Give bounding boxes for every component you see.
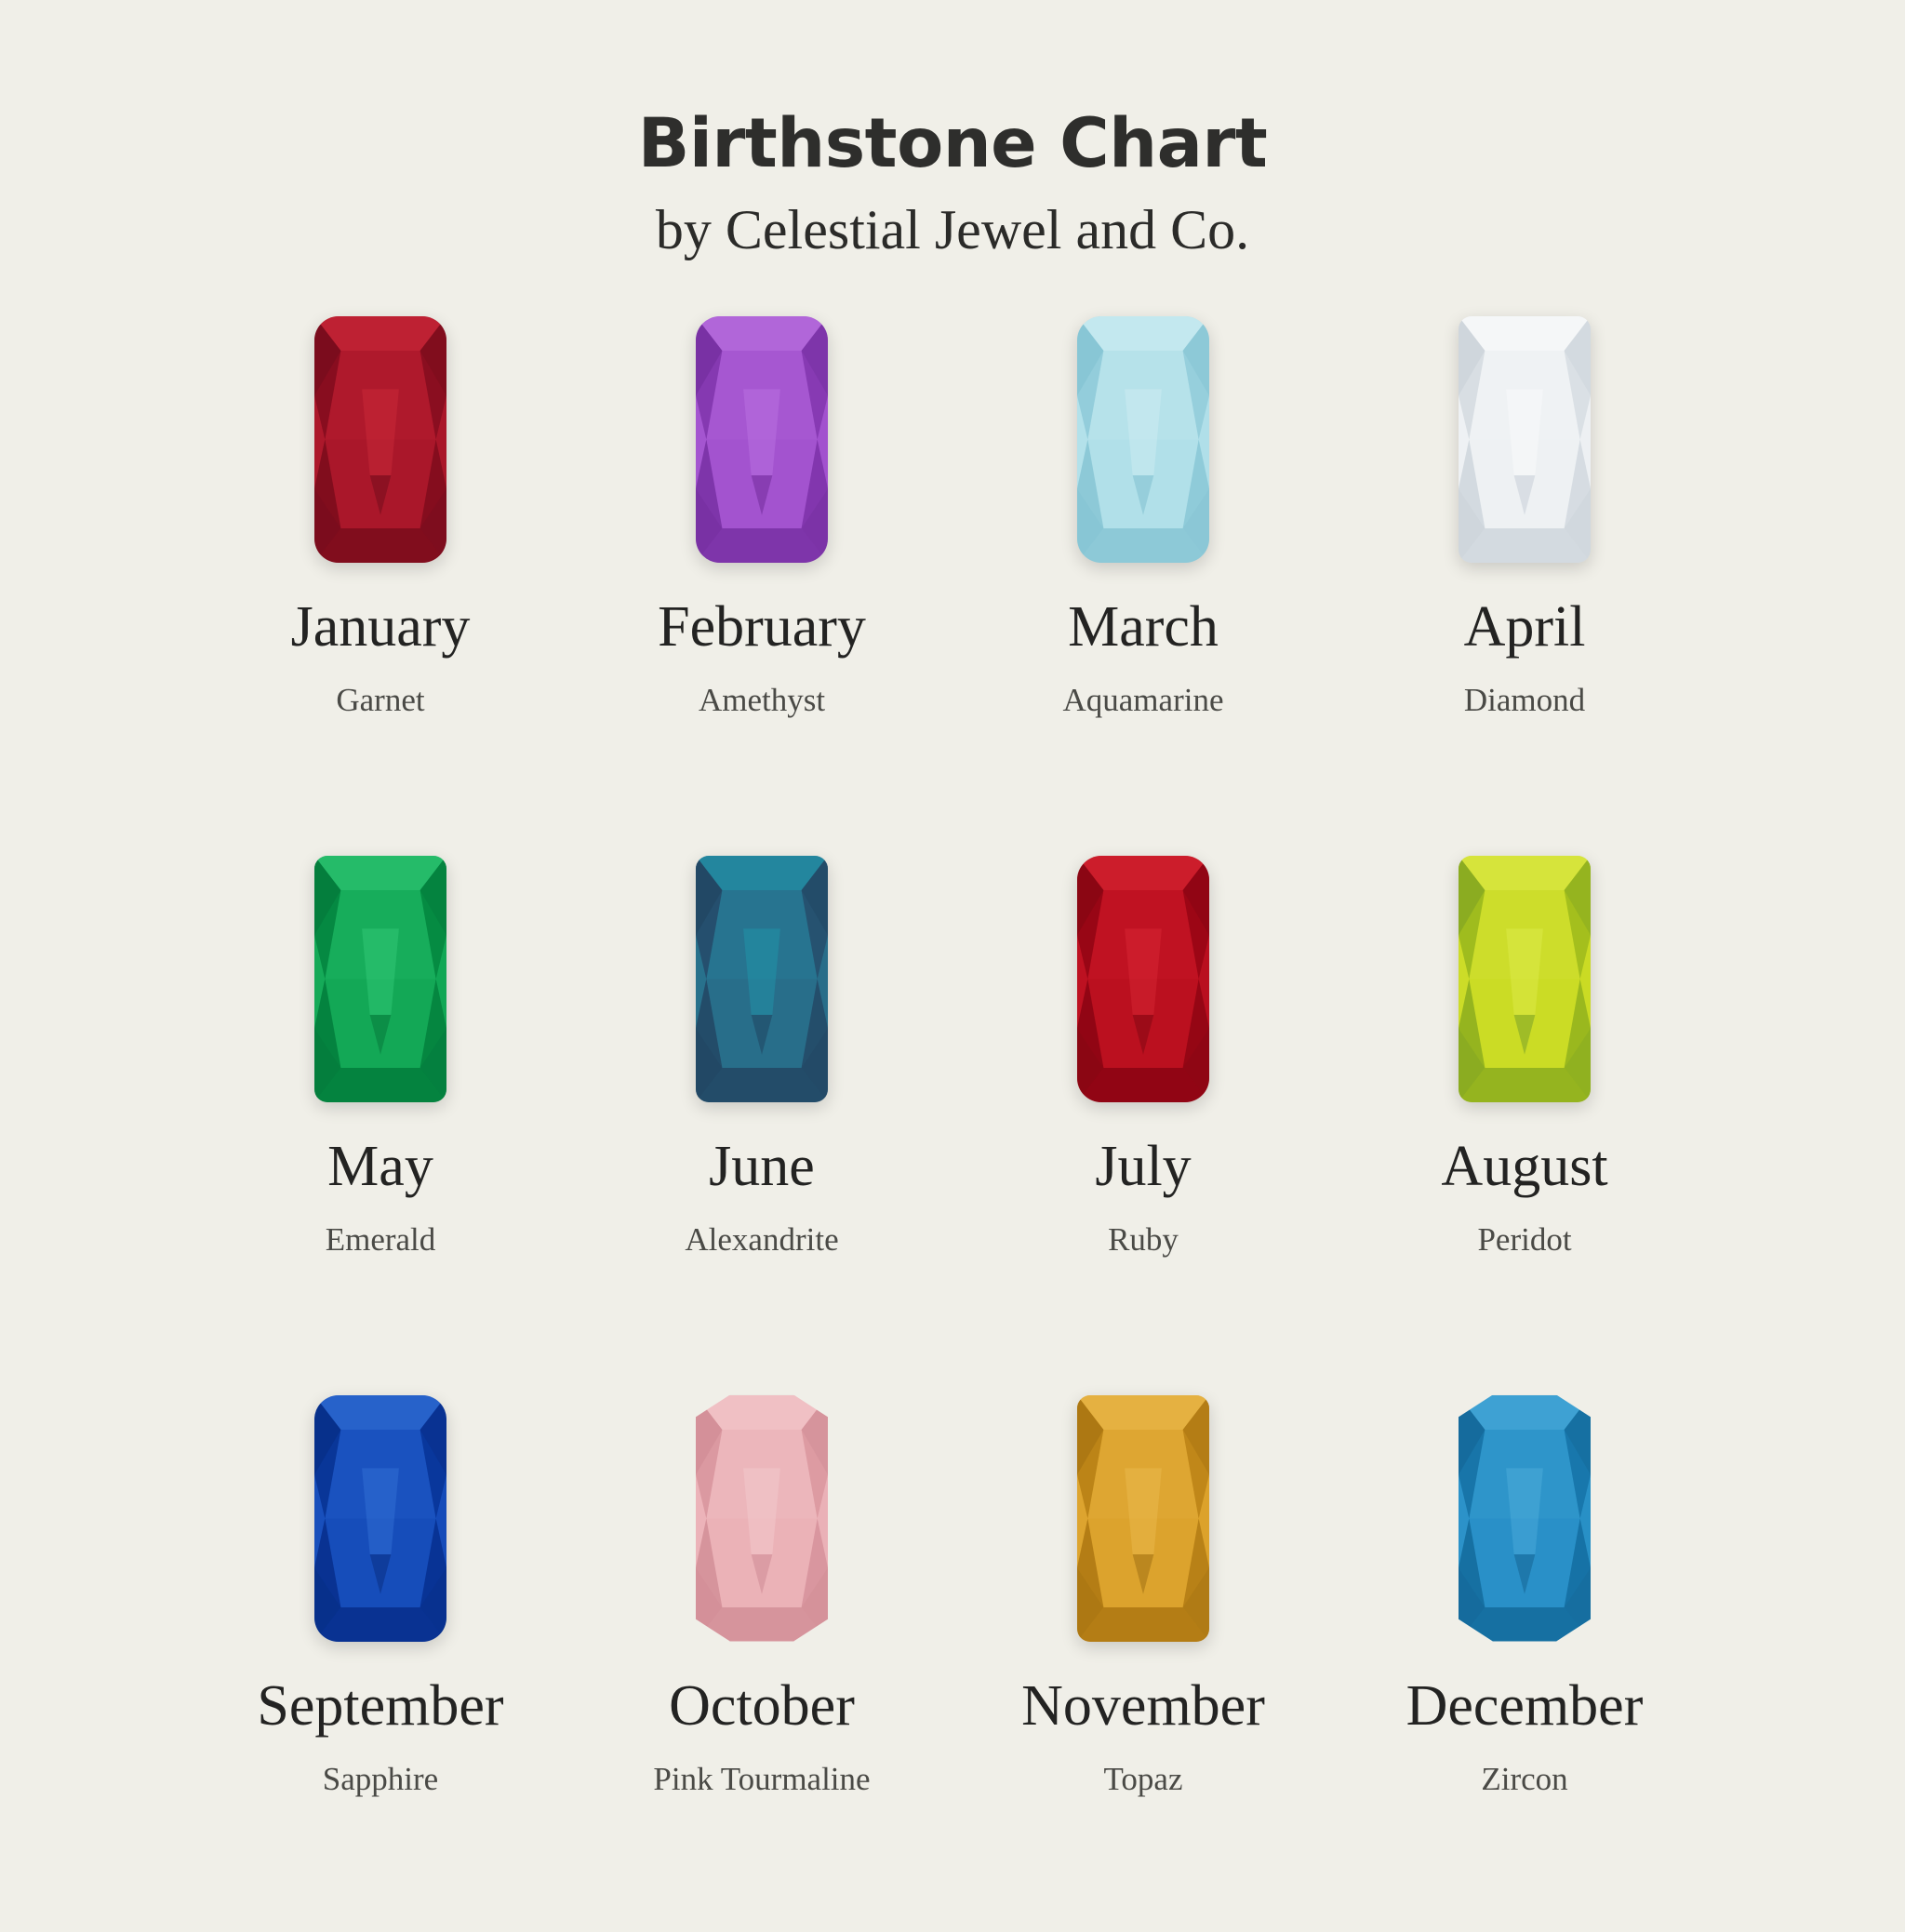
- birthstone-cell: [190, 853, 571, 1392]
- month-label: June: [709, 1135, 815, 1198]
- stone-name-label: Emerald: [325, 1221, 436, 1258]
- stone-name-label: Ruby: [1108, 1221, 1179, 1258]
- birthstone-cell: [1334, 853, 1715, 1392]
- stone-name-label: Diamond: [1463, 682, 1586, 718]
- gem-image-wrapper: [1459, 1392, 1591, 1644]
- gem-image-wrapper: [696, 313, 828, 565]
- month-label: March: [1068, 595, 1219, 659]
- birthstone-cell: [571, 1392, 952, 1932]
- month-label: April: [1463, 595, 1586, 659]
- month-label: December: [1405, 1674, 1644, 1738]
- gem-icon: [1459, 316, 1591, 563]
- gem-image-wrapper: [1459, 853, 1591, 1104]
- stone-name-label: Alexandrite: [685, 1221, 839, 1258]
- gem-image-wrapper: [696, 1392, 828, 1644]
- month-label: October: [669, 1674, 855, 1738]
- month-label: May: [327, 1135, 433, 1198]
- gem-image-wrapper: [1459, 313, 1591, 565]
- gem-image-wrapper: [314, 313, 446, 565]
- birthstone-cell: [952, 853, 1334, 1392]
- month-label: November: [1021, 1674, 1265, 1738]
- page-title: Birthstone Chart: [637, 104, 1268, 183]
- gem-icon: [314, 1395, 446, 1642]
- gem-facets: [1459, 1395, 1591, 1642]
- gem-icon: [1459, 1395, 1591, 1642]
- gem-image-wrapper: [1077, 853, 1209, 1104]
- gem-image-wrapper: [1077, 313, 1209, 565]
- gem-image-wrapper: [314, 1392, 446, 1644]
- birthstone-cell: [1334, 313, 1715, 853]
- gem-facets: [314, 856, 446, 1102]
- gem-icon: [1077, 1395, 1209, 1642]
- gem-image-wrapper: [314, 853, 446, 1104]
- stone-name-label: Sapphire: [322, 1761, 439, 1797]
- chart-header: [0, 0, 1905, 258]
- stone-name-label: Aquamarine: [1062, 682, 1224, 718]
- birthstone-cell: [190, 1392, 571, 1932]
- gem-facets: [1077, 1395, 1209, 1642]
- birthstone-grid: [190, 258, 1715, 1932]
- page-subtitle: by Celestial Jewel and Co.: [655, 199, 1250, 260]
- gem-facets: [1459, 316, 1591, 563]
- birthstone-cell: [1334, 1392, 1715, 1932]
- month-label: August: [1441, 1135, 1608, 1198]
- birthstone-cell: [952, 313, 1334, 853]
- gem-facets: [314, 316, 446, 563]
- gem-facets: [696, 1395, 828, 1642]
- gem-icon: [314, 316, 446, 563]
- birthstone-cell: [190, 313, 571, 853]
- gem-facets: [1459, 856, 1591, 1102]
- gem-facets: [1077, 316, 1209, 563]
- gem-facets: [314, 1395, 446, 1642]
- stone-name-label: Peridot: [1477, 1221, 1572, 1258]
- gem-facets: [696, 856, 828, 1102]
- stone-name-label: Amethyst: [698, 682, 826, 718]
- gem-icon: [1077, 856, 1209, 1102]
- month-label: February: [658, 595, 866, 659]
- stone-name-label: Zircon: [1481, 1761, 1568, 1797]
- birthstone-cell: [571, 313, 952, 853]
- gem-icon: [696, 316, 828, 563]
- gem-icon: [696, 856, 828, 1102]
- gem-image-wrapper: [1077, 1392, 1209, 1644]
- gem-image-wrapper: [696, 853, 828, 1104]
- stone-name-label: Topaz: [1103, 1761, 1183, 1797]
- gem-icon: [314, 856, 446, 1102]
- birthstone-cell: [571, 853, 952, 1392]
- stone-name-label: Pink Tourmaline: [653, 1761, 871, 1797]
- month-label: January: [290, 595, 471, 659]
- gem-facets: [1077, 856, 1209, 1102]
- gem-icon: [1077, 316, 1209, 563]
- gem-icon: [1459, 856, 1591, 1102]
- month-label: July: [1095, 1135, 1192, 1198]
- stone-name-label: Garnet: [336, 682, 425, 718]
- gem-icon: [696, 1395, 828, 1642]
- birthstone-cell: [952, 1392, 1334, 1932]
- month-label: September: [257, 1674, 504, 1738]
- gem-facets: [696, 316, 828, 563]
